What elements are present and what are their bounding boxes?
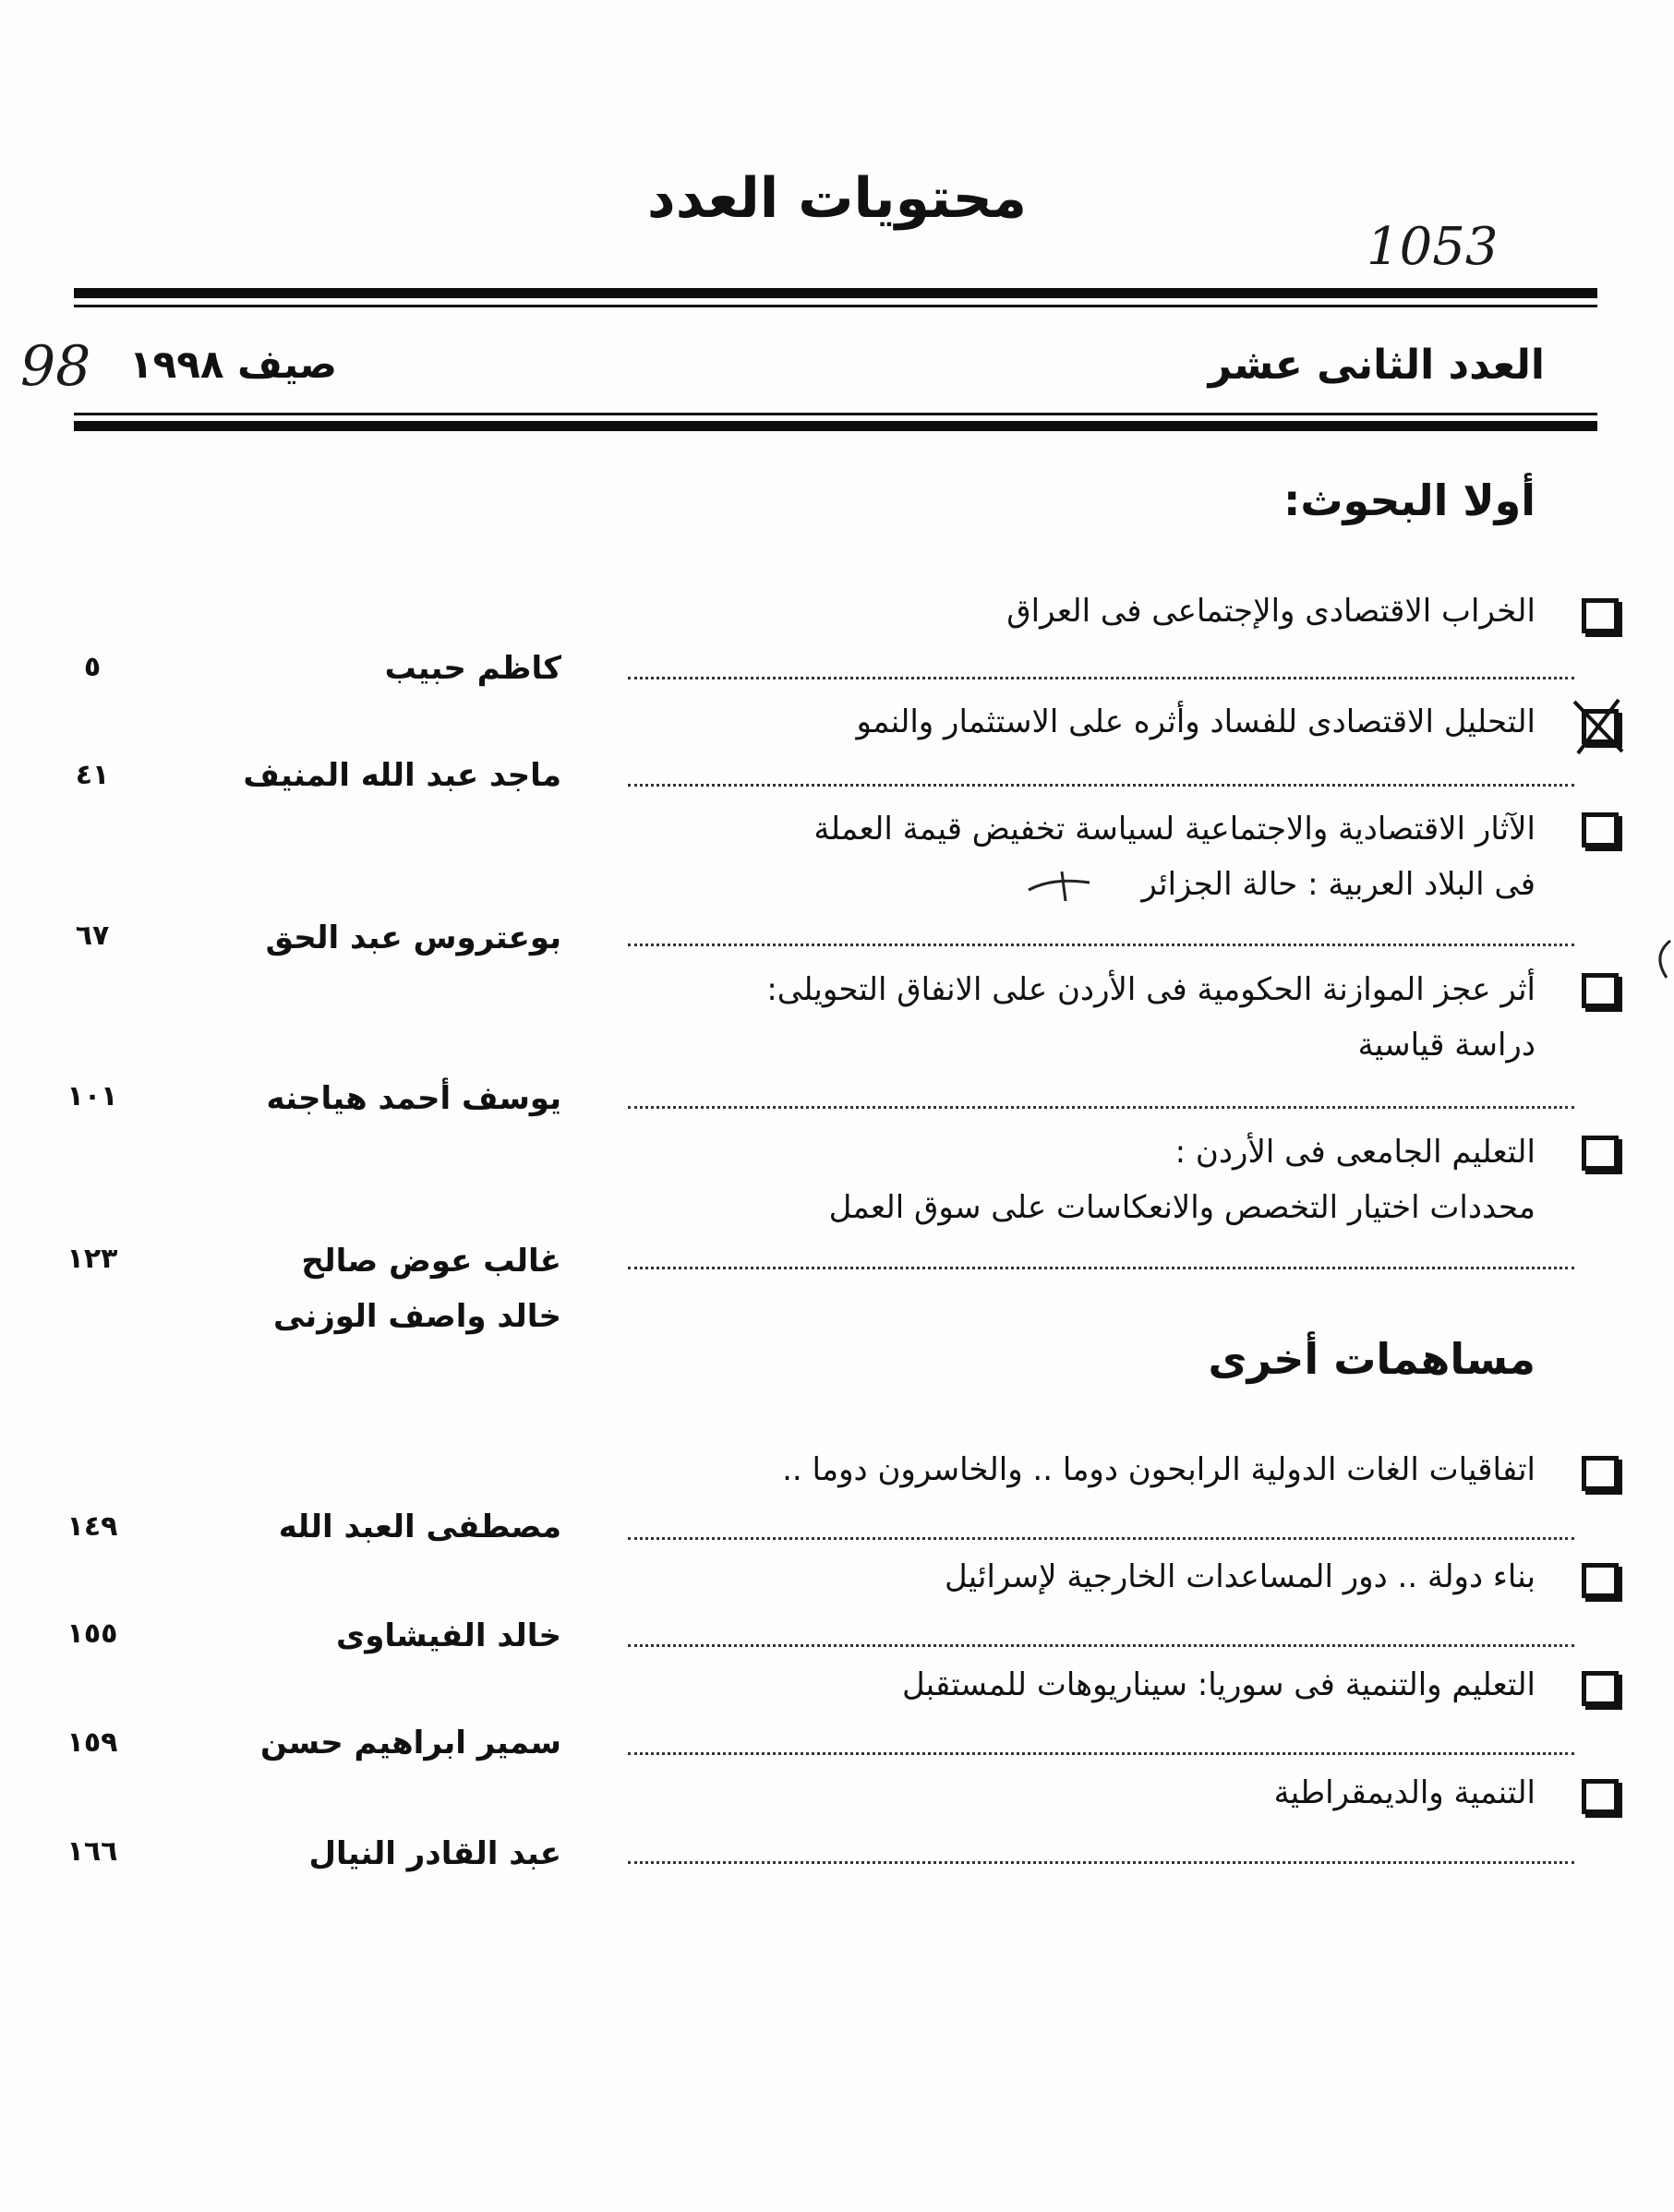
author-name: خالد الفيشاوى [336,1617,561,1654]
title-line: التحليل الاقتصادى للفساد وأثره على الاستثمار والنمو [856,703,1536,740]
margin-scribble [1646,937,1674,983]
title-line: بناء دولة .. دور المساعدات الخارجية لإسرائيل [945,1558,1536,1595]
title-line: أثر عجز الموازنة الحكومية فى الأردن على الانفاق التحويلى: [766,971,1536,1008]
dotted-leader [628,677,1574,681]
title-line: اتفاقيات الغات الدولية الرابحون دوما .. والخاسرون دوما .. [782,1451,1536,1488]
author-name: ماجد عبد الله المنيف [243,757,561,794]
page-number: ٦٧ [75,920,110,952]
dotted-leader [628,1537,1574,1542]
dotted-leader [628,1267,1574,1271]
author-name: كاظم حبيب [384,650,561,687]
author-name: سمير ابراهيم حسن [260,1725,561,1761]
entry-author [336,1608,561,1664]
dotted-leader [628,1861,1574,1866]
page-number: ١٢٣ [66,1243,118,1275]
title-line: التعليم والتنمية فى سوريا: سيناريوهات للمستقبل [901,1666,1536,1703]
season-label: صيف ١٩٩٨ [129,342,337,387]
page-number: ١٠١ [66,1080,118,1112]
dotted-leader [628,944,1574,948]
title-line: التنمية والديمقراطية [1273,1774,1536,1811]
author-name: خالد واصف الوزنى [273,1298,561,1335]
entry-title [501,1442,1536,1497]
page-number: ١٤٩ [66,1510,118,1543]
section-heading-other-contributions: مساهمات أخرى [1208,1334,1536,1384]
page-title: محتويات العدد [646,166,1028,231]
handwritten-mark [1025,868,1099,905]
entry-title [501,1124,1536,1235]
entry-title [501,801,1536,912]
title-line: فى البلاد العربية : حالة الجزائر [1141,866,1536,903]
issue-label: العدد الثانى عشر [1208,342,1545,389]
page-number: ١٦٦ [66,1835,118,1868]
page-number: ٥ [83,651,102,683]
checkbox-entry-9[interactable] [1582,1779,1619,1814]
handwritten-margin-note: 98 [20,334,91,399]
author-name: عبد القادر النيال [308,1835,561,1872]
section-heading-research: أولا البحوث: [1283,475,1536,525]
checkbox-entry-4[interactable] [1582,973,1619,1008]
page-number: ١٥٥ [66,1617,118,1650]
author-name: غالب عوض صالح [301,1243,561,1280]
entry-author [260,1715,561,1771]
checkbox-entry-6[interactable] [1582,1456,1619,1491]
checkbox-entry-3[interactable] [1582,812,1619,848]
entry-author [279,1499,561,1555]
handwritten-catalog-number: 1053 [1367,217,1499,277]
header-rule-top [74,288,1597,298]
dotted-leader [628,1644,1574,1649]
title-line: دراسة قياسية [1357,1027,1536,1064]
checkbox-entry-1[interactable] [1582,598,1619,633]
entry-author [243,748,561,803]
entry-author [266,910,561,966]
header-rule-top-thin [74,305,1597,307]
entry-author [308,1826,561,1881]
dotted-leader [628,1106,1574,1111]
entry-title [501,583,1536,639]
title-line: الآثار الاقتصادية والاجتماعية لسياسة تخفيض قيمة العملة [813,811,1536,848]
entry-author [273,1233,561,1344]
title-line: الخراب الاقتصادى والإجتماعى فى العراق [1006,593,1536,630]
entry-author [385,641,561,696]
checkbox-entry-7[interactable] [1582,1563,1619,1598]
author-name: مصطفى العبد الله [278,1509,561,1545]
title-line: محددات اختيار التخصص والانعكاسات على سوق العمل [828,1189,1536,1226]
handwritten-check-mark [1565,694,1630,759]
dotted-leader [628,1752,1574,1757]
author-name: بوعتروس عبد الحق [265,920,561,956]
entry-author [267,1071,562,1126]
page-number: ٤١ [75,759,110,791]
checkbox-entry-8[interactable] [1582,1671,1619,1706]
entry-title [501,962,1536,1073]
header-rule-bottom [74,421,1597,431]
checkbox-entry-5[interactable] [1582,1136,1619,1171]
entry-title [501,1549,1536,1605]
dotted-leader [628,784,1574,788]
entry-title [501,694,1536,750]
author-name: يوسف أحمد هياجنه [266,1080,561,1117]
entry-title [501,1765,1536,1821]
title-line: التعليم الجامعى فى الأردن : [1174,1134,1536,1171]
entry-title [501,1657,1536,1713]
header-rule-bottom-thin [74,413,1597,415]
page-number: ١٥٩ [66,1726,118,1759]
